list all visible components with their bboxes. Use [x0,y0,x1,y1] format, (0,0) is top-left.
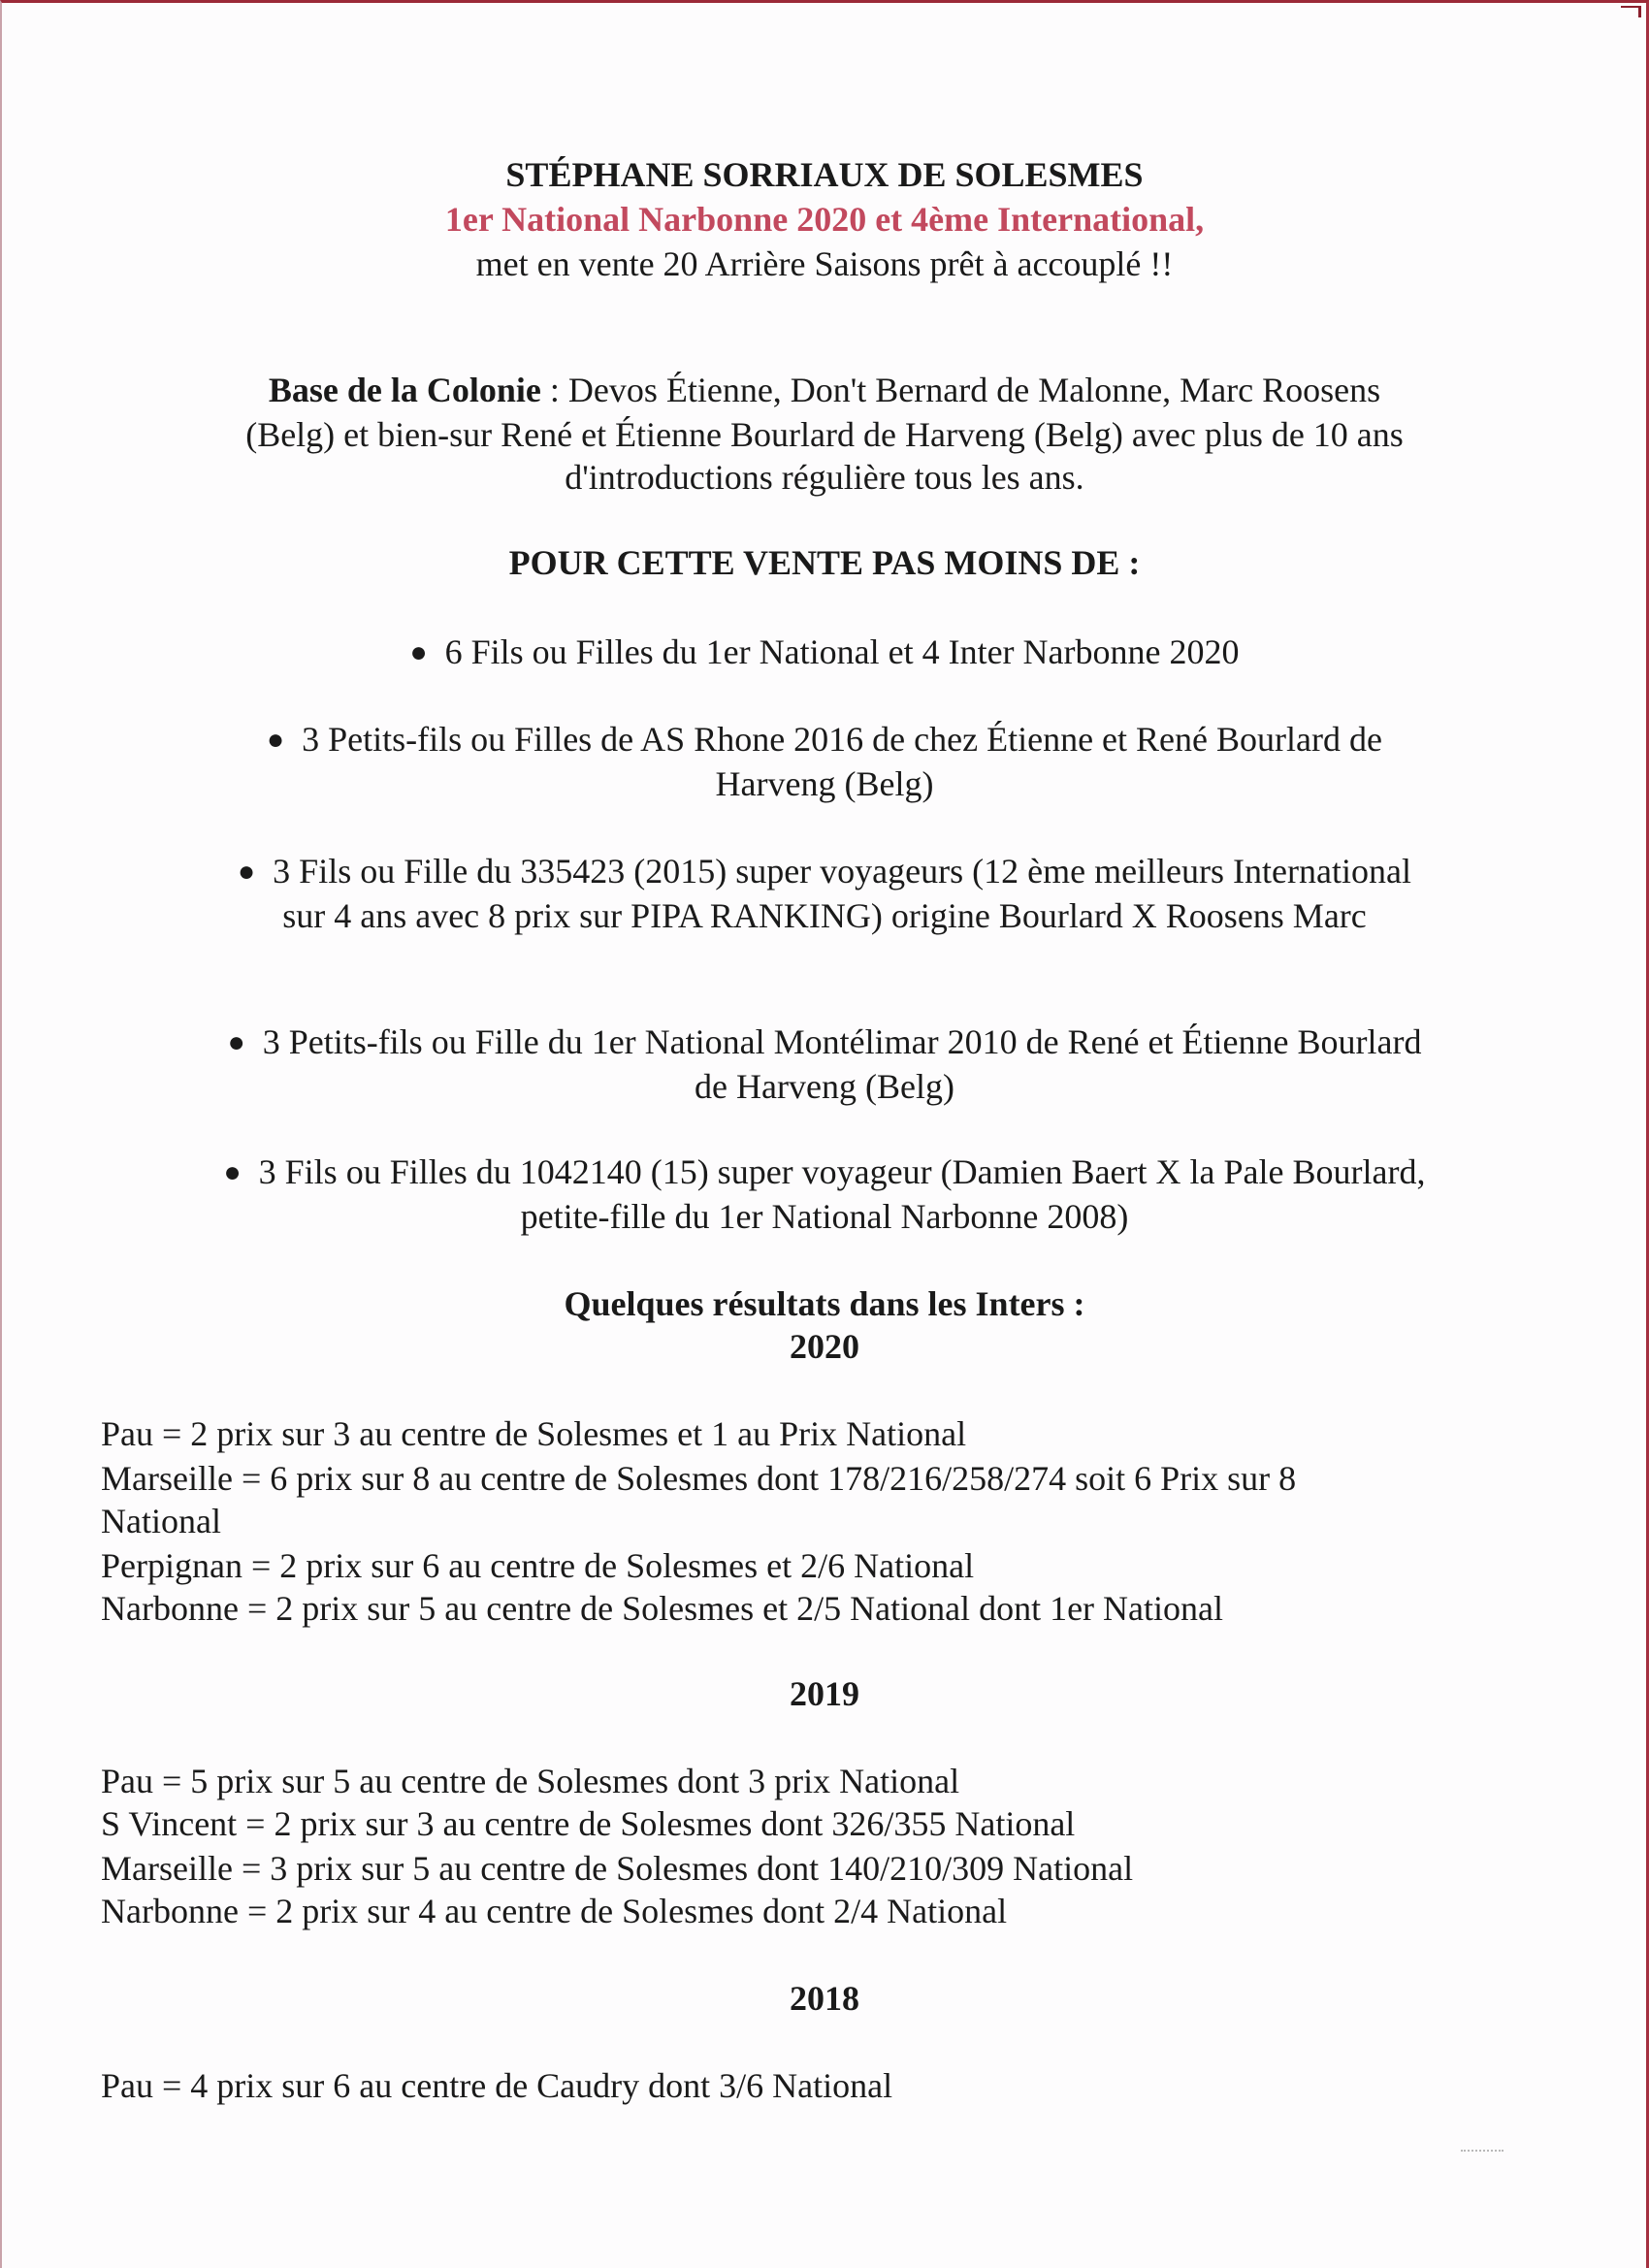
bullet-dot: ● [223,1156,242,1188]
result-line: Pau = 4 prix sur 6 au centre de Caudry dont 3/6 National [101,2066,893,2105]
bullet-text: 3 Fils ou Fille du 335423 (2015) super voyageurs (12 ème meilleurs International [273,852,1411,891]
base-line-2: (Belg) et bien-sur René et Étienne Bourlard de Harveng (Belg) avec plus de 10 ans [245,415,1404,454]
base-line-3: d'introductions régulière tous les ans. [565,458,1084,497]
base-label: Base de la Colonie [268,371,541,409]
year-heading-2020: 2020 [790,1327,859,1366]
sale-heading: POUR CETTE VENTE PAS MOINS DE : [508,543,1141,582]
bullet-item [0,1150,1649,1194]
result-line: Marseille = 6 prix sur 8 au centre de Solesmes dont 178/216/258/274 soit 6 Prix sur 8 [101,1459,1297,1498]
result-line: National [101,1502,221,1540]
bullet-dot: ● [227,1026,245,1058]
bullet-text: 6 Fils ou Filles du 1er National et 4 Inter Narbonne 2020 [444,632,1240,671]
bullet-item [0,718,1649,761]
bullet-text: 3 Petits-fils ou Fille du 1er National Montélimar 2010 de René et Étienne Bourlard [262,1022,1422,1061]
result-line: Marseille = 3 prix sur 5 au centre de Solesmes dont 140/210/309 National [101,1849,1134,1888]
year-heading-2019: 2019 [790,1674,859,1713]
bullet-continuation: de Harveng (Belg) [695,1067,954,1106]
bullet-continuation: petite-fille du 1er National Narbonne 2008) [520,1197,1129,1236]
bullet-text: 3 Fils ou Filles du 1042140 (15) super voyageur (Damien Baert X la Pale Bourlard, [258,1152,1426,1191]
subtitle-line: met en vente 20 Arrière Saisons prêt à accouplé !! [475,244,1174,283]
result-line: Narbonne = 2 prix sur 5 au centre de Solesmes et 2/5 National dont 1er National [101,1589,1223,1628]
highlight-line: 1er National Narbonne 2020 et 4ème International, [444,200,1205,239]
result-line: Pau = 2 prix sur 3 au centre de Solesmes et 1 au Prix National [101,1414,967,1453]
bullet-dot: ● [409,636,428,668]
bullet-item [0,631,1649,674]
result-line: Pau = 5 prix sur 5 au centre de Solesmes dont 3 prix National [101,1762,960,1800]
scan-mark [1461,2150,1504,2154]
bullet-dot: ● [238,856,256,888]
result-line: Narbonne = 2 prix sur 4 au centre de Solesmes dont 2/4 National [101,1892,1008,1930]
results-heading: Quelques résultats dans les Inters : [564,1284,1085,1323]
bullet-continuation: Harveng (Belg) [715,764,934,803]
page-title: STÉPHANE SORRIAUX DE SOLESMES [505,155,1144,194]
base-line-1 [0,369,1649,411]
corner-mark [1621,6,1641,17]
bullet-item [0,1021,1649,1064]
bullet-text: 3 Petits-fils ou Filles de AS Rhone 2016 de chez Étienne et René Bourlard de [302,720,1382,759]
base-text-1: : Devos Étienne, Don't Bernard de Malonne, Marc Roosens [540,371,1381,409]
year-heading-2018: 2018 [790,1979,859,2018]
bullet-continuation: sur 4 ans avec 8 prix sur PIPA RANKING) origine Bourlard X Roosens Marc [282,896,1367,935]
bullet-item [0,850,1649,893]
result-line: Perpignan = 2 prix sur 6 au centre de Solesmes et 2/6 National [101,1546,975,1585]
bullet-dot: ● [267,724,285,756]
result-line: S Vincent = 2 prix sur 3 au centre de Solesmes dont 326/355 National [101,1804,1076,1843]
